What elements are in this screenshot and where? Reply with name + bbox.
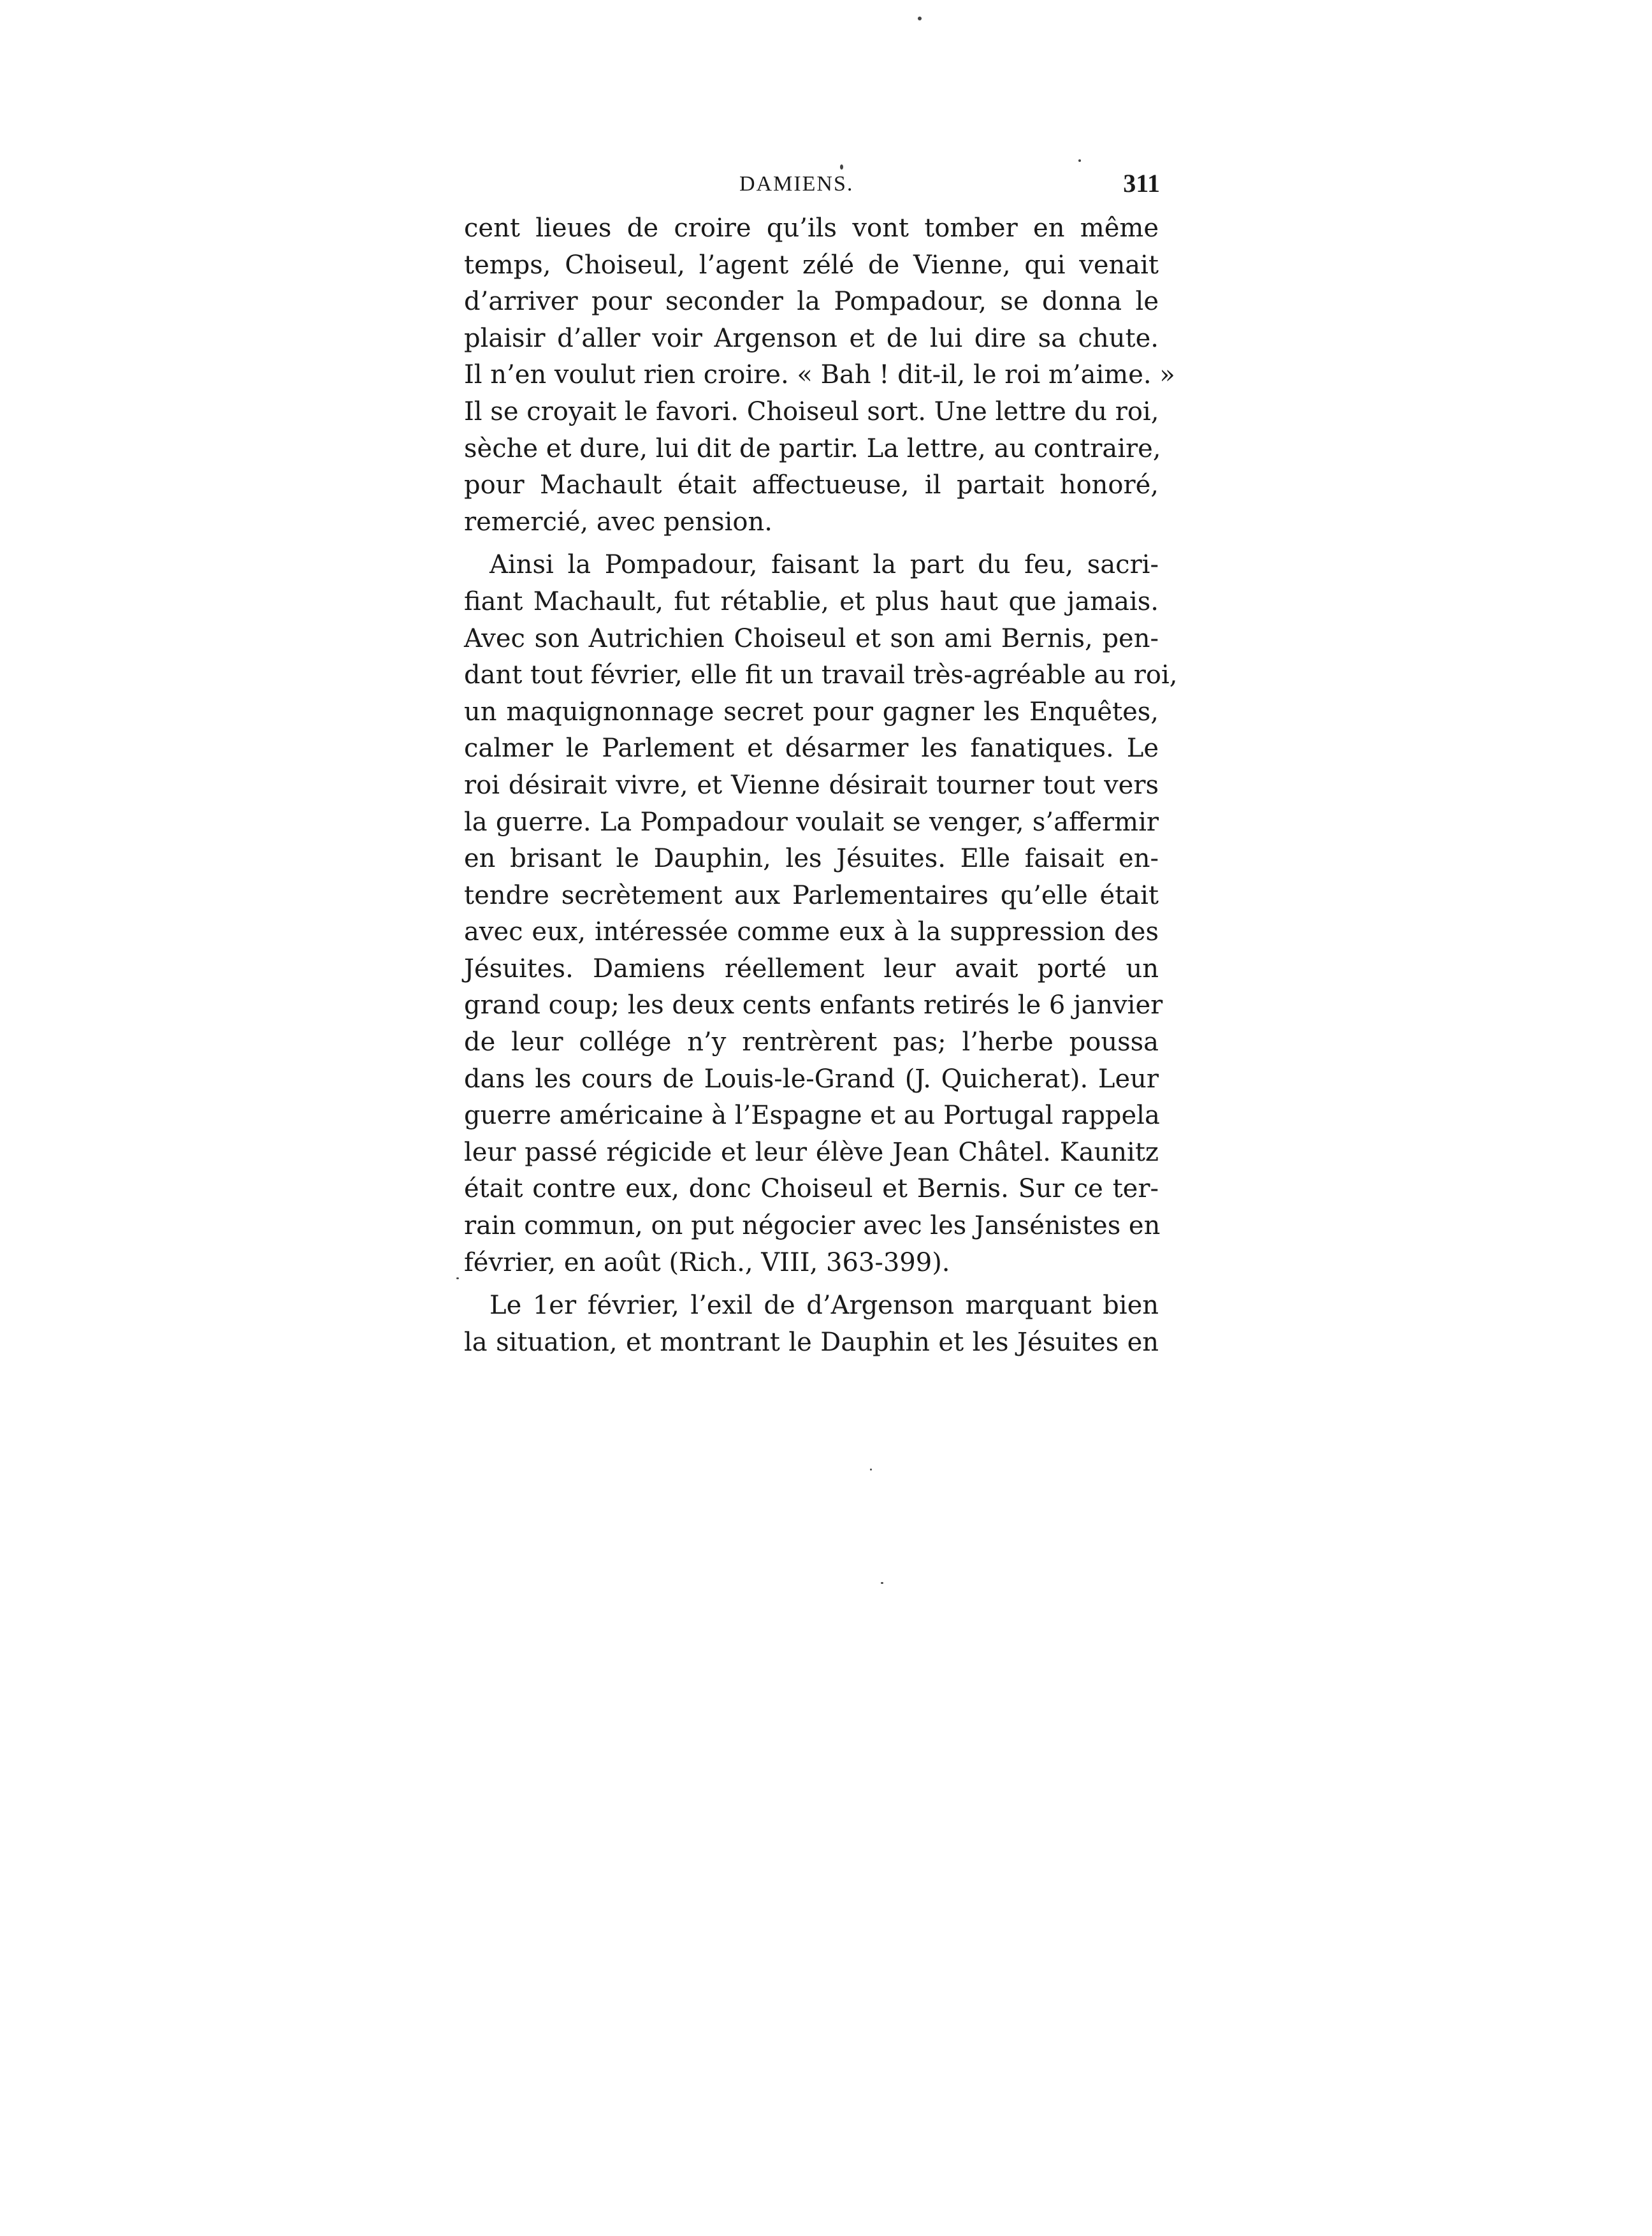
text-line: avec eux, intéressée comme eux à la suppression des	[464, 917, 1159, 947]
text-line: pour Machault était affectueuse, il partait honoré,	[464, 470, 1159, 500]
page-header	[701, 169, 1160, 210]
text-line: dant tout février, elle fit un travail très-agréable au roi,	[464, 660, 1178, 690]
text-line: grand coup; les deux cents enfants retirés le 6 janvier	[464, 991, 1163, 1020]
text-line: de leur collége n’y rentrèrent pas; l’herbe poussa	[464, 1027, 1159, 1057]
text-line: sèche et dure, lui dit de partir. La lettre, au contraire,	[464, 433, 1161, 463]
body-text	[464, 210, 1178, 1361]
paragraph	[464, 210, 1175, 541]
text-line: tendre secrètement aux Parlementaires qu’elle était	[464, 880, 1159, 910]
text-line: d’arriver pour seconder la Pompadour, se donna le	[464, 287, 1159, 317]
text-line: remercié, avec pension.	[464, 507, 772, 537]
text-line: temps, Choiseul, l’agent zélé de Vienne, qui venait	[464, 250, 1159, 280]
running-head: DAMIENS.	[739, 172, 854, 196]
text-line: plaisir d’aller voir Argenson et de lui dire sa chute.	[464, 323, 1159, 353]
text-line: février, en août (Rich., VIII, 363-399).	[464, 1247, 950, 1277]
paragraph	[464, 1288, 1159, 1361]
text-line: roi désirait vivre, et Vienne désirait tourner tout vers	[464, 770, 1159, 800]
text-line: était contre eux, donc Choiseul et Bernis. Sur ce ter-	[464, 1174, 1159, 1204]
scan-speck	[840, 164, 843, 170]
text-line: Il se croyait le favori. Choiseul sort. Une lettre du roi,	[464, 396, 1159, 426]
text-line: Il n’en voulut rien croire. « Bah ! dit-il, le roi m’aime. »	[464, 360, 1175, 390]
text-line: en brisant le Dauphin, les Jésuites. Elle faisait en-	[464, 844, 1159, 874]
page-number: 311	[1123, 169, 1160, 198]
text-line: calmer le Parlement et désarmer les fanatiques. Le	[464, 734, 1159, 764]
text-line: dans les cours de Louis-le-Grand (J. Quicherat). Leur	[464, 1064, 1159, 1094]
text-line: Ainsi la Pompadour, faisant la part du feu, sacri-	[489, 550, 1159, 580]
text-line: rain commun, on put négocier avec les Jansénistes en	[464, 1211, 1161, 1241]
text-line: fiant Machault, fut rétablie, et plus haut que jamais.	[464, 586, 1159, 616]
text-line: Le 1er février, l’exil de d’Argenson marquant bien	[489, 1291, 1159, 1321]
paragraph	[464, 547, 1178, 1281]
scan-speck	[881, 1582, 883, 1584]
text-line: la guerre. La Pompadour voulait se venger, s’affermir	[464, 807, 1159, 837]
scan-speck	[456, 1277, 459, 1279]
text-line: Jésuites. Damiens réellement leur avait porté un	[464, 954, 1159, 984]
scan-speck	[870, 1469, 872, 1470]
text-line: un maquignonnage secret pour gagner les Enquêtes,	[464, 697, 1159, 727]
text-line: Avec son Autrichien Choiseul et son ami Bernis, pen-	[464, 623, 1159, 653]
text-line: la situation, et montrant le Dauphin et les Jésuites en	[464, 1327, 1159, 1357]
text-line: guerre américaine à l’Espagne et au Portugal rappela	[464, 1101, 1160, 1131]
text-line: leur passé régicide et leur élève Jean Châtel. Kaunitz	[464, 1137, 1159, 1167]
scan-speck	[918, 17, 922, 20]
scan-speck	[1078, 159, 1081, 162]
text-line: cent lieues de croire qu’ils vont tomber en même	[464, 214, 1159, 243]
